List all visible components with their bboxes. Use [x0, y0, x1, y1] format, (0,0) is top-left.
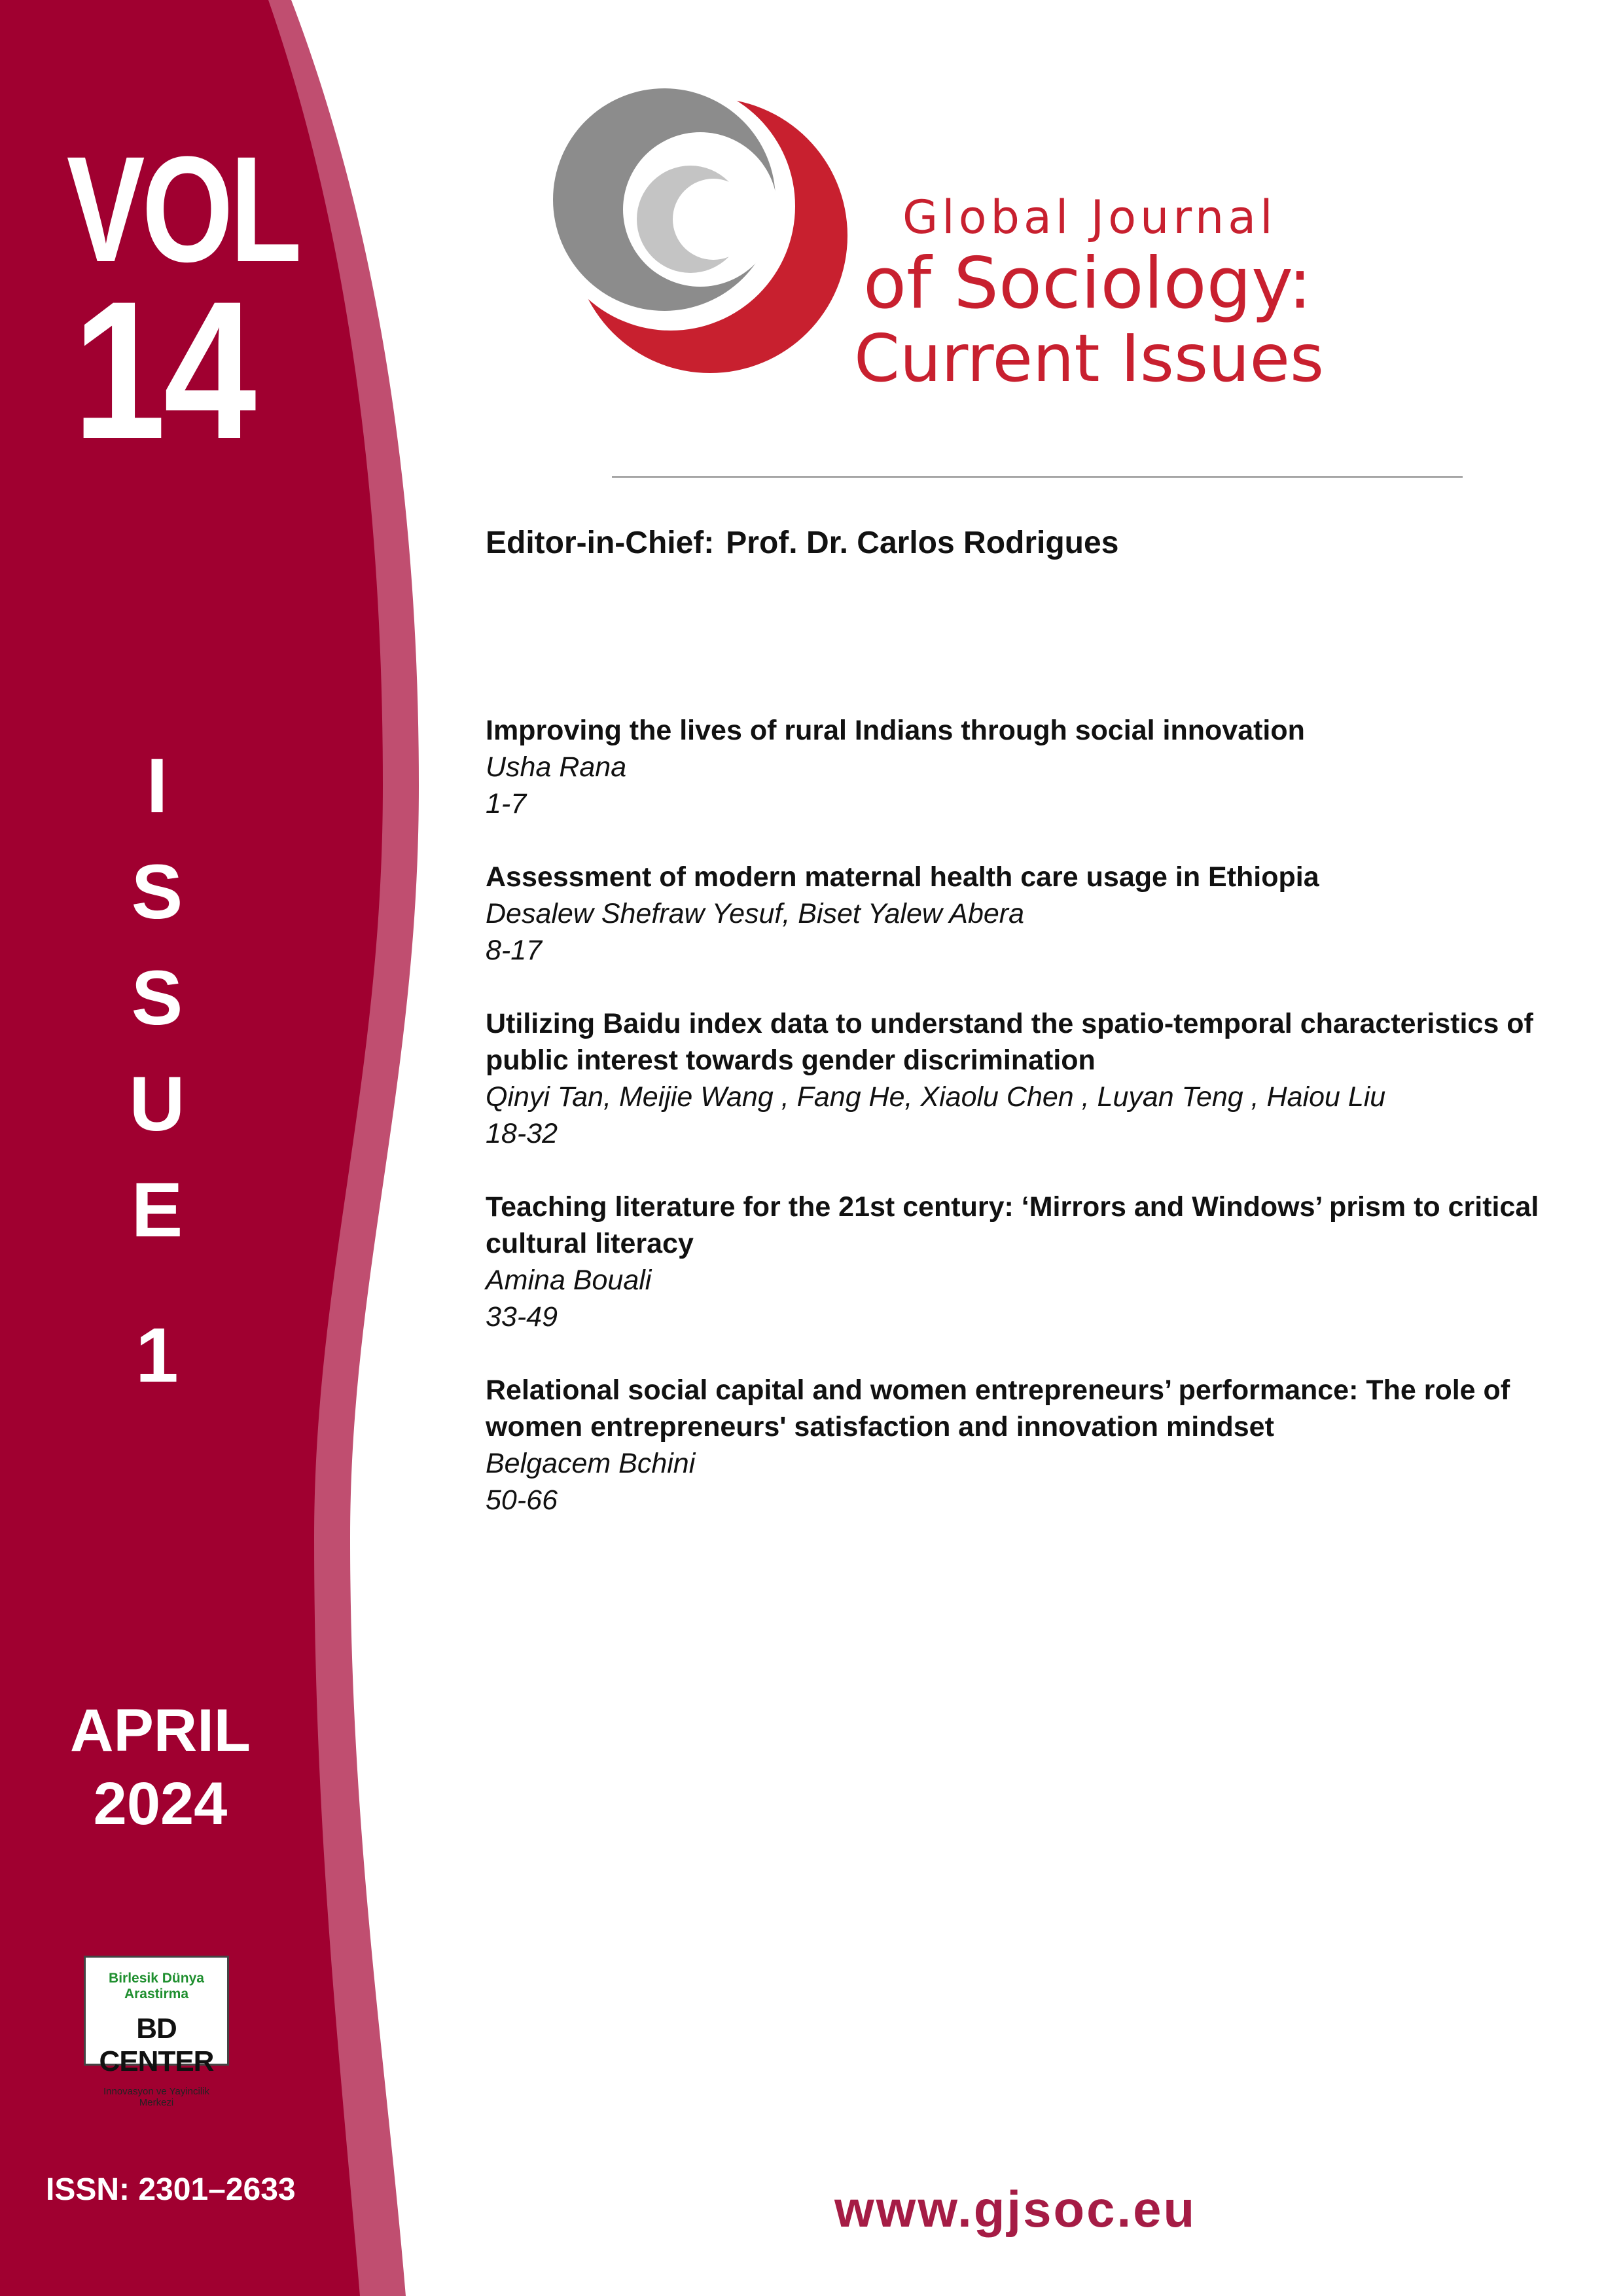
editor-in-chief — [486, 525, 1118, 561]
article-title: Teaching literature for the 21st century: ‘Mirrors and Windows’ prism to critical cultural literacy — [486, 1191, 1539, 1259]
article-title: Utilizing Baidu index data to understand the spatio-temporal characteristics of public interest towards gender discrimination — [486, 1008, 1533, 1076]
article-pages: 33-49 — [486, 1301, 558, 1333]
issn: ISSN: 2301–2633 — [46, 2172, 296, 2207]
issue-number: 1 — [135, 1312, 179, 1399]
publisher-logo-name: BD CENTER — [99, 2013, 214, 2077]
article-entry — [486, 1189, 1572, 1335]
article-authors: Qinyi Tan, Meijie Wang , Fang He, Xiaolu Chen , Luyan Teng , Haiou Liu — [486, 1081, 1386, 1113]
publisher-logo — [84, 1956, 229, 2108]
issue-year: 2024 — [93, 1770, 228, 1837]
article-pages: 50-66 — [486, 1484, 558, 1516]
article-entry — [486, 712, 1572, 822]
logo-white-core — [673, 179, 754, 260]
editor-label: Editor-in-Chief: — [486, 526, 715, 560]
issue-date — [39, 1694, 281, 1840]
article-pages: 18-32 — [486, 1118, 558, 1149]
journal-title-line-3: Current Issues — [854, 320, 1325, 397]
article-title: Assessment of modern maternal health care usage in Ethiopia — [486, 861, 1319, 893]
article-pages: 8-17 — [486, 935, 543, 966]
article-pages: 1-7 — [486, 788, 527, 819]
header-divider — [612, 476, 1463, 478]
issue-letter: S — [131, 849, 183, 935]
article-authors: Belgacem Bchini — [486, 1448, 696, 1479]
issue-letter: E — [131, 1167, 183, 1253]
editor-name: Prof. Dr. Carlos Rodrigues — [726, 526, 1119, 560]
article-title: Relational social capital and women entrepreneurs’ performance: The role of women entrepreneurs' satisfaction and innovation mindset — [486, 1374, 1510, 1443]
article-entry — [486, 1372, 1572, 1518]
journal-title-line-1: Global Journal — [902, 190, 1277, 244]
journal-title — [854, 190, 1325, 397]
issue-letter: U — [129, 1061, 185, 1147]
journal-logo-icon — [550, 79, 851, 380]
issue-letter: S — [131, 955, 183, 1041]
article-entry — [486, 859, 1572, 969]
article-authors: Desalew Shefraw Yesuf, Biset Yalew Abera — [486, 898, 1025, 929]
issue-block — [92, 733, 223, 1408]
publisher-logo-top-line: Birlesik Dünya Arastirma — [109, 1971, 204, 2001]
article-entry — [486, 1005, 1572, 1152]
table-of-contents — [486, 712, 1572, 1555]
volume-label: VOL — [66, 125, 299, 293]
article-title: Improving the lives of rural Indians through social innovation — [486, 715, 1305, 746]
issue-month: APRIL — [70, 1697, 251, 1764]
volume-number: 14 — [73, 260, 255, 480]
volume-block — [39, 125, 299, 480]
journal-title-line-2: of Sociology: — [863, 243, 1312, 325]
issue-letter: I — [146, 743, 168, 829]
publisher-logo-bottom-line: Innovasyon ve Yayincilik Merkezi — [103, 2086, 210, 2108]
article-authors: Usha Rana — [486, 751, 627, 783]
article-authors: Amina Bouali — [486, 1265, 652, 1296]
journal-website-link[interactable]: www.gjsoc.eu — [834, 2180, 1197, 2238]
